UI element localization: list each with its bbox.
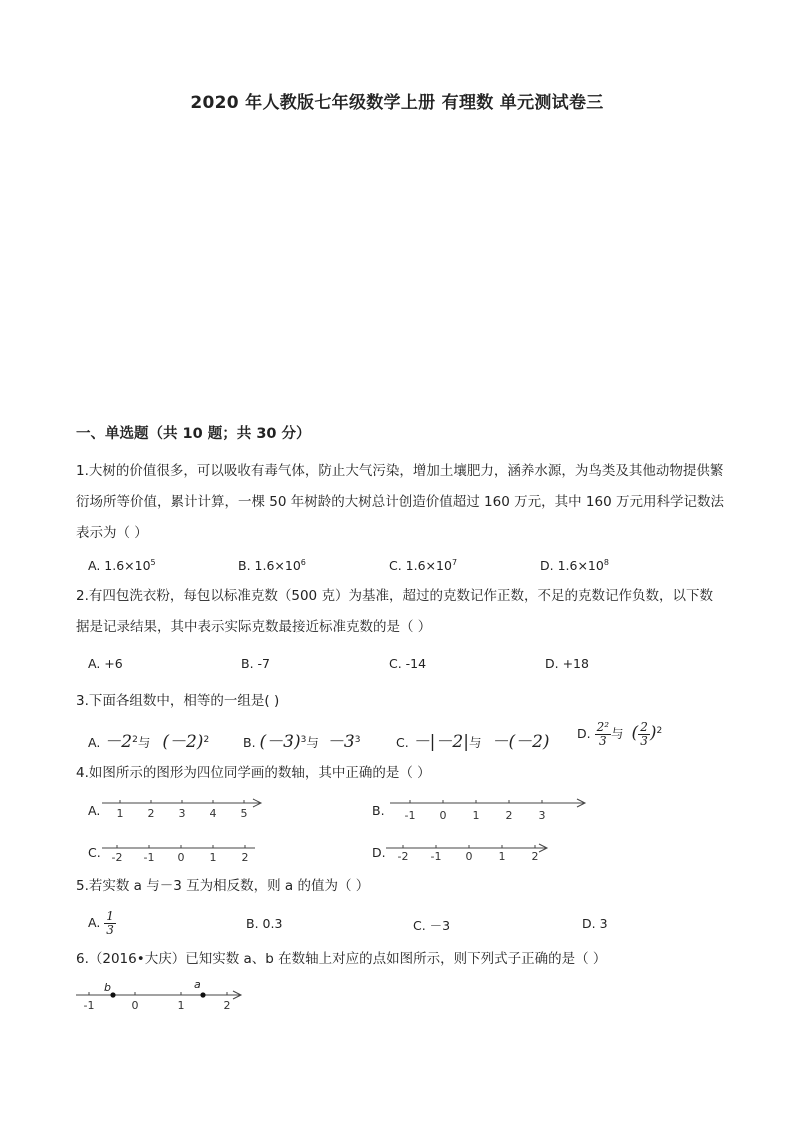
- q6-tick-label: 0: [131, 999, 139, 1012]
- q3-option-a: A. $-2^2$与 $(-2)^2$: [88, 732, 210, 752]
- q4-number-line-c: [100, 840, 260, 870]
- q4-d-tick-label: 2: [531, 850, 539, 863]
- q4-d-tick-label: -1: [430, 850, 442, 863]
- q4-option-c-label: C.: [88, 845, 101, 860]
- question-6-text: 6.（2016•大庆）已知实数 a、b 在数轴上对应的点如图所示，则下列式子正确的是（ ）: [76, 951, 607, 967]
- q5-option-a: A. $\frac{1}{3}$: [88, 909, 114, 937]
- q4-option-a-label: A.: [88, 803, 101, 818]
- q4-b-tick-label: 3: [538, 809, 546, 822]
- document-title: 2020 年人教版七年级数学上册 有理数 单元测试卷三: [190, 93, 604, 113]
- q6-tick-label: 2: [223, 999, 231, 1012]
- q2-option-a: A. +6: [88, 656, 123, 671]
- q5-option-c: C. －3: [413, 918, 451, 933]
- q6-tick-label: -1: [83, 999, 95, 1012]
- q4-b-tick-label: 2: [505, 809, 513, 822]
- q2-option-b: B. -7: [241, 656, 270, 671]
- q3-option-d: D. $\frac{\text{2²}}{3}$ 与 ( $\frac{2}{3}$ )$^2$: [577, 720, 663, 748]
- q1-option-d: D. $1.6\times 10^8$: [540, 558, 609, 574]
- point-a-marker: [200, 992, 205, 997]
- q4-number-line-b: [388, 795, 593, 825]
- q1-option-b: B. $1.6\times 10^6$: [238, 558, 306, 574]
- q4-d-tick-label: 0: [465, 850, 473, 863]
- q3-option-c: C. －|－2|与 －(－2): [396, 732, 550, 752]
- q4-b-tick-label: 1: [472, 809, 480, 822]
- point-b-marker: [110, 992, 115, 997]
- q4-d-tick-label: -2: [397, 850, 409, 863]
- q1-option-c: C. $1.6\times 10^7$: [389, 558, 458, 574]
- q4-c-tick-label: -2: [111, 851, 123, 864]
- q4-option-b-label: B.: [372, 803, 385, 818]
- q2-option-c: C. -14: [389, 656, 427, 671]
- q4-b-tick-label: 0: [439, 809, 447, 822]
- question-4-text: 4.如图所示的图形为四位同学画的数轴，其中正确的是（ ）: [76, 765, 431, 781]
- q5-option-b: B. 0.3: [246, 916, 283, 931]
- q3-option-b: B. $(-3)^3$与 $-3^3$: [243, 732, 361, 752]
- question-2-text: 2.有四包洗衣粉，每包以标准克数（500 克）为基准，超过的克数记作正数，不足的克数记作负数，以下数据是记录结果，其中表示实际克数最接近标准克数的是（ ）: [76, 588, 713, 635]
- q4-d-tick-label: 1: [498, 850, 506, 863]
- q4-c-tick-label: 2: [241, 851, 249, 864]
- q4-b-tick-label: -1: [404, 809, 416, 822]
- q4-c-tick-label: 0: [177, 851, 185, 864]
- q5-option-d: D. 3: [582, 916, 608, 931]
- question-1-text: 1.大树的价值很多，可以吸收有毒气体，防止大气污染，增加土壤肥力，涵养水源，为鸟类及其他动物提供繁衍场所等价值，累计计算，一棵 50 年树龄的大树总计创造价值超过 160 万元，其中 160 万元用科学记数法表示为（ ）: [76, 463, 724, 541]
- point-b-label: b: [104, 981, 111, 994]
- question-5-text: 5.若实数 a 与－3 互为相反数，则 a 的值为（ ）: [76, 878, 370, 894]
- q1-option-a: A. $1.6\times 10^5$: [88, 558, 156, 574]
- point-a-label: a: [194, 980, 201, 991]
- q6-number-line: [74, 980, 249, 1014]
- q4-number-line-a: [100, 795, 270, 825]
- q4-a-tick-label: 4: [209, 807, 217, 820]
- q4-c-tick-label: 1: [209, 851, 217, 864]
- q6-tick-label: 1: [177, 999, 185, 1012]
- q2-option-d: D. +18: [545, 656, 589, 671]
- q4-a-tick-label: 3: [178, 807, 186, 820]
- q4-a-tick-label: 2: [147, 807, 155, 820]
- q4-number-line-d: [384, 838, 554, 868]
- q4-a-tick-label: 5: [240, 807, 248, 820]
- q4-option-d-label: D.: [372, 845, 386, 860]
- q4-a-tick-label: 1: [116, 807, 124, 820]
- section-heading: 一、单选题（共 10 题；共 30 分）: [76, 426, 311, 442]
- q4-c-tick-label: -1: [143, 851, 155, 864]
- question-3-text: 3.下面各组数中，相等的一组是( ): [76, 693, 280, 709]
